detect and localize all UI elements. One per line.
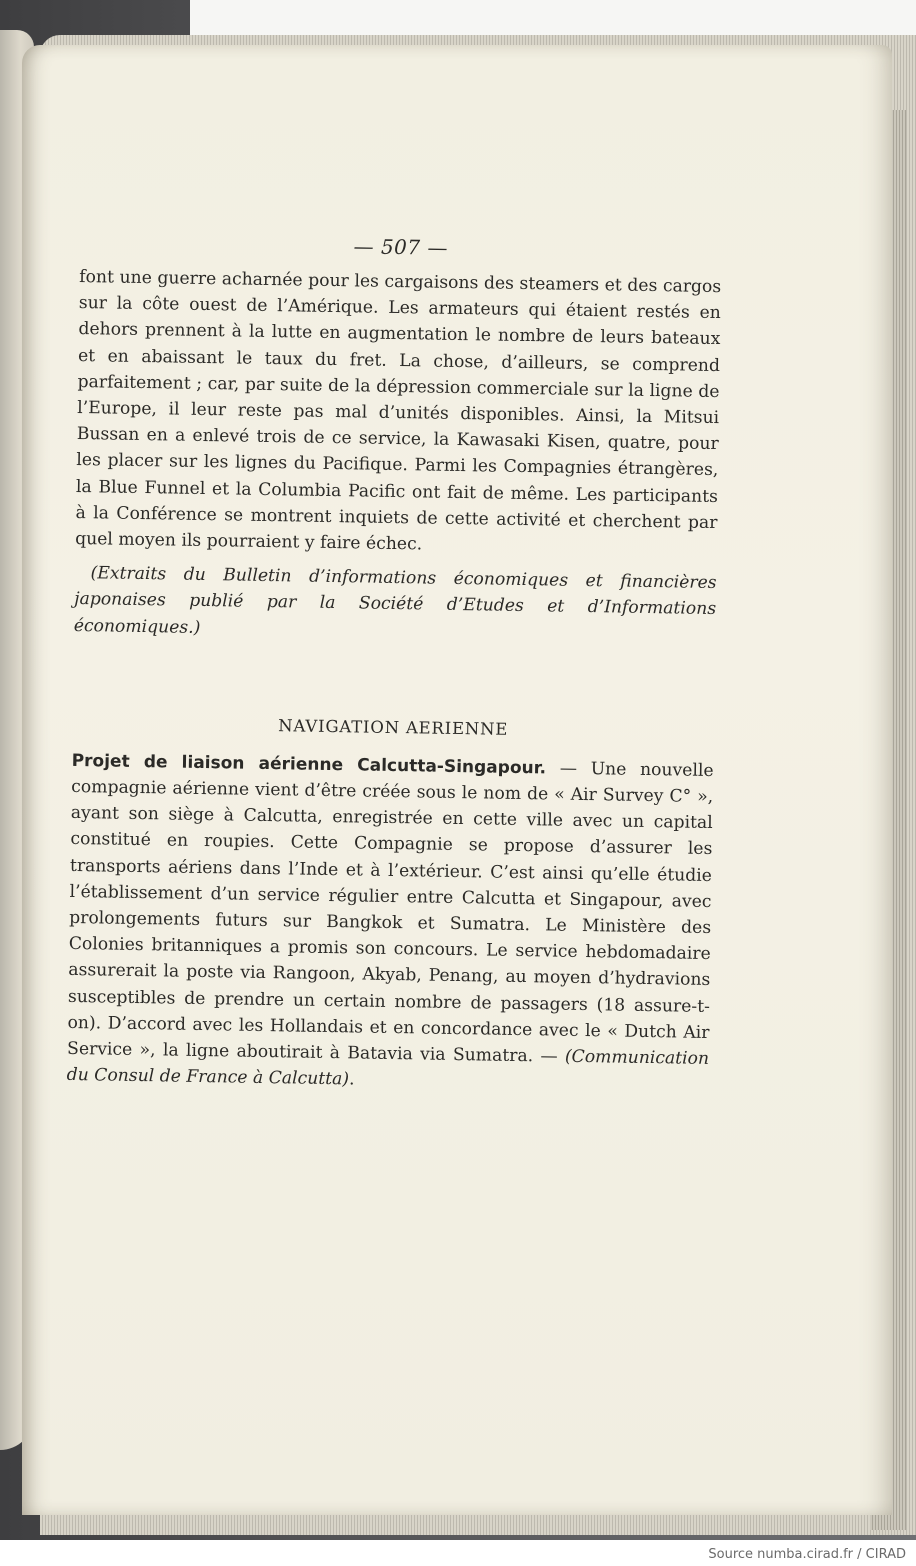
article-end: . (348, 1069, 355, 1090)
body-paragraph: font une guerre acharnée pour les cargaisons des steamers et des cargos sur la côte ouest de l’Amérique. Les armateurs qui étaient restés en dehors prennent à la lutte en augmentation le nombre de leurs bateaux et en abaissant le taux du fret. La chose, d’ailleurs, se comprend parfaitement ; car, par suite de la dépression commerciale sur la ligne de l’Europe, il leur reste pas mal d’unités disponibles. Ainsi, la Mitsui Bussan en a enlevé trois de ce service, la Kawasaki Kisen, quatre, pour les placer sur les lignes du Pacifique. Parmi les Compagnies étrangères, la Blue Funnel et la Columbia Pacific ont fait de même. Les participants à la Conférence se montrent inquiets de cette activité et cherchent par quel moyen ils pourraient y faire échec. (74, 266, 722, 555)
section-heading: NAVIGATION AERIENNE (278, 716, 509, 739)
page-number: — 507 — (353, 234, 449, 260)
article-body: — Une nouvelle compagnie aérienne vient d’être créée sous le nom de « Air Survey C° », ayant son siège à Calcutta, enregistrée en cette ville avec un capital constitué en roupies. Cette Compagnie se propose d’assurer les transports aériens dans l’Inde et à l’extérieur. C’est ainsi qu’elle étudie l’établissement d’un service régulier entre Calcutta et Singapour, avec prolongements futurs sur Bangkok et Sumatra. Le Ministère des Colonies britanniques a promis son concours. Le service hebdomadaire assurerait la poste via Rangoon, Akyab, Penang, au moyen d’hydravions susceptibles de prendre un certain nombre de passagers (18 assure-t-on). D’accord avec les Hollandais et en concordance avec le « Dutch Air Service », la ligne aboutirait à Batavia via Sumatra. — (66, 758, 714, 1067)
source-citation: (Extraits du Bulletin d’informations économiques et financières japonaises publié par la Société d’Etudes et d’Informations économiques.) (73, 563, 717, 638)
page-text (67, 230, 722, 1098)
source-footer: Source numba.cirad.fr / CIRAD (708, 1547, 906, 1562)
article-title: Projet de liaison aérienne Calcutta-Singapour. (71, 750, 547, 779)
article-paragraph (67, 748, 714, 1099)
article-citation: (Communication du Consul de France à Calcutta) (66, 1046, 710, 1090)
